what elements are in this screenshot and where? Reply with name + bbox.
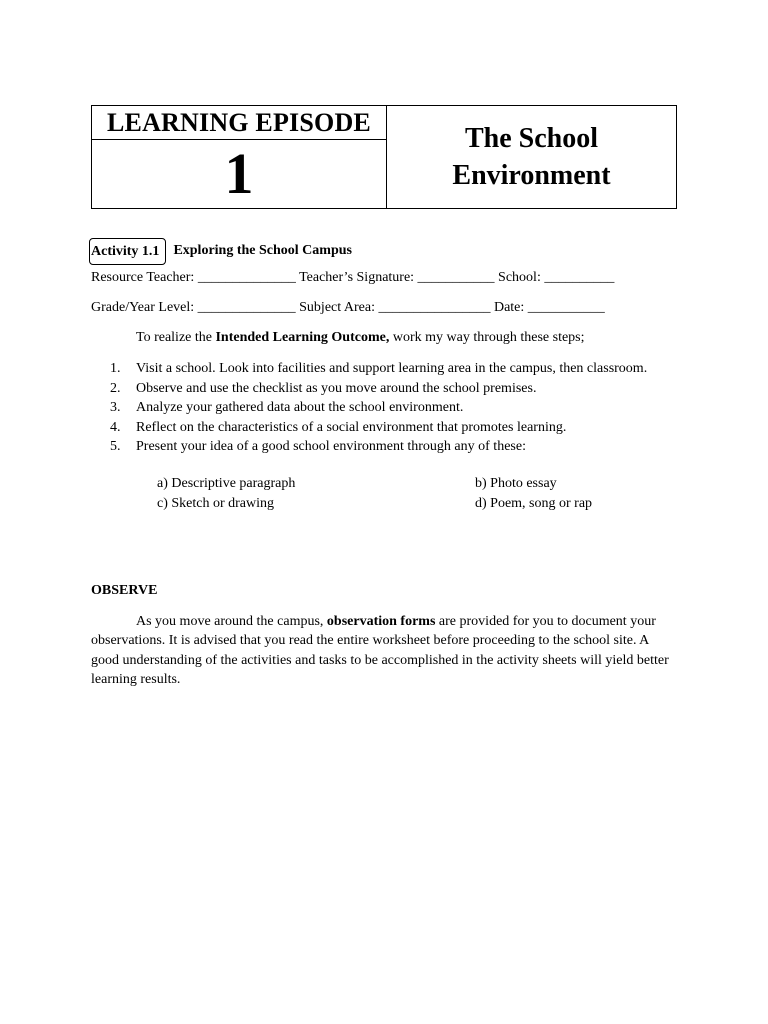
episode-label-cell bbox=[92, 106, 387, 208]
form-row-teacher: Resource Teacher: ______________ Teacher’s Signature: ___________ School: __________ bbox=[91, 270, 615, 285]
options-row bbox=[157, 474, 637, 494]
options-row bbox=[157, 494, 637, 514]
step-number: 1. bbox=[110, 361, 121, 376]
activity-tag: Activity 1.1 bbox=[89, 238, 166, 265]
option-b: b) Photo essay bbox=[475, 476, 557, 491]
episode-title-cell bbox=[387, 106, 676, 208]
step-number: 5. bbox=[110, 439, 121, 454]
steps-list bbox=[110, 359, 670, 457]
episode-number: 1 bbox=[224, 141, 254, 206]
activity-title: Exploring the School Campus bbox=[173, 243, 352, 258]
episode-title bbox=[452, 120, 610, 194]
episode-title-line2: Environment bbox=[452, 160, 611, 191]
list-item bbox=[110, 398, 670, 418]
observe-suffix: are provided for you to document your observations. It is advised that you read the entire worksheet before proceeding to the school site. A good understanding of the activities and tasks to be accomplished in the activity sheets will yield better learning results. bbox=[91, 614, 669, 687]
activity-heading bbox=[89, 237, 352, 265]
observe-heading: OBSERVE bbox=[91, 583, 158, 598]
list-item bbox=[110, 437, 670, 457]
intro-prefix: To realize the bbox=[136, 330, 216, 345]
step-number: 2. bbox=[110, 380, 121, 396]
step-text: Analyze your gathered data about the school environment. bbox=[136, 400, 464, 415]
step-number: 4. bbox=[110, 419, 121, 435]
episode-title-line1: The School bbox=[464, 123, 598, 154]
step-text: Visit a school. Look into facilities and support learning area in the campus, then classroom. bbox=[136, 361, 648, 376]
form-row-grade: Grade/Year Level: ______________ Subject Area: ________________ Date: ___________ bbox=[91, 300, 605, 315]
list-item bbox=[110, 418, 670, 438]
observe-prefix: As you move around the campus, bbox=[136, 614, 327, 629]
list-item bbox=[110, 359, 670, 379]
option-a: a) Descriptive paragraph bbox=[157, 476, 296, 491]
step-number: 3. bbox=[110, 400, 121, 415]
presentation-options bbox=[157, 474, 637, 514]
intro-bold: Intended Learning Outcome, bbox=[215, 330, 390, 345]
observe-paragraph bbox=[91, 612, 676, 689]
intro-suffix: work my way through these steps; bbox=[389, 330, 585, 345]
episode-label: LEARNING EPISODE bbox=[92, 106, 386, 140]
episode-header-box bbox=[91, 105, 677, 209]
list-item bbox=[110, 379, 670, 399]
observe-bold: observation forms bbox=[326, 614, 436, 629]
intro-text bbox=[136, 330, 585, 346]
option-d: d) Poem, song or rap bbox=[475, 496, 593, 511]
step-text: Observe and use the checklist as you move around the school premises. bbox=[136, 380, 537, 396]
step-text: Reflect on the characteristics of a social environment that promotes learning. bbox=[136, 419, 567, 435]
option-c: c) Sketch or drawing bbox=[157, 496, 275, 511]
step-text: Present your idea of a good school environment through any of these: bbox=[136, 439, 526, 454]
